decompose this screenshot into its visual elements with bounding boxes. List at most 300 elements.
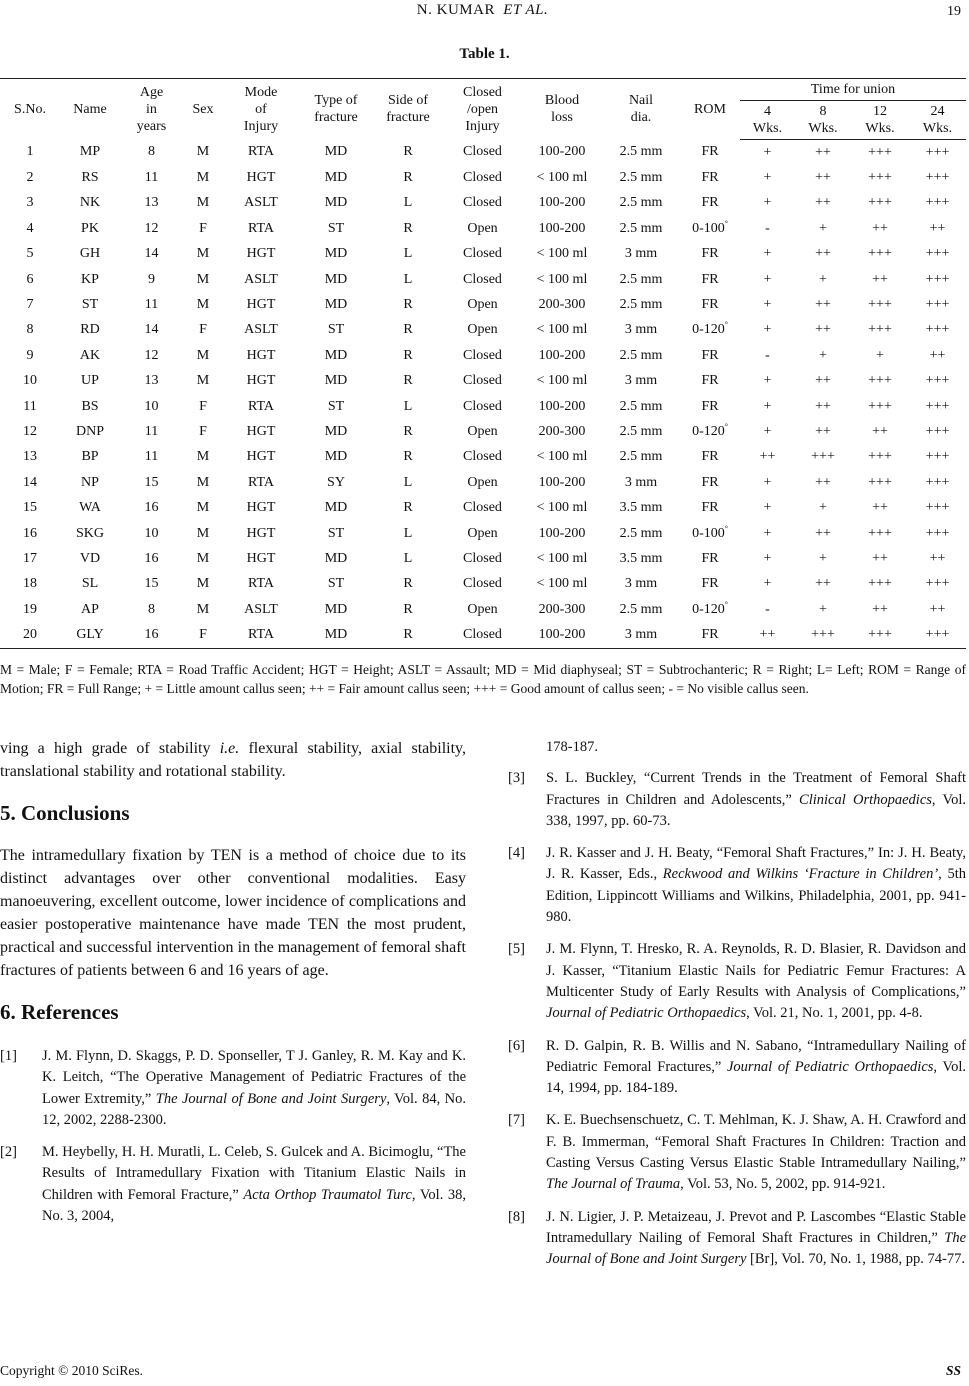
cell-name: ST [81, 297, 99, 313]
cell-w8: + [819, 220, 827, 236]
cell-w12: ++ [872, 601, 888, 617]
table-row [0, 622, 966, 648]
cell-nail: 3 mm [624, 322, 658, 338]
cell-age: 15 [144, 576, 159, 592]
cell-age: 14 [144, 246, 159, 262]
cell-name: WA [79, 500, 101, 516]
cell-age: 11 [144, 423, 159, 439]
reference-item: [8] J. N. Ligier, J. P. Metaizeau, J. Prevot and P. Lascombes “Elastic Stable Intramedullary Nailing of Femoral Shaft Fractures in Children,” The Journal of Bone and Joint Surgery [Br], Vol. 70, No. 1, 1988, pp. 74-77. [508, 1208, 966, 1268]
header-nail-dia: Nail dia. [602, 79, 680, 140]
cell-w24: +++ [925, 398, 950, 414]
cell-w24: ++ [929, 220, 946, 236]
cell-w12: +++ [868, 525, 892, 541]
cell-mode: ASLT [244, 271, 278, 287]
cell-w8: ++ [815, 474, 831, 490]
cell-w12: ++ [872, 220, 888, 236]
cell-w12: ++ [872, 500, 888, 516]
cell-side: L [403, 398, 413, 414]
cell-age: 11 [144, 297, 159, 313]
cell-name: NK [79, 195, 101, 211]
cell-w12: +++ [868, 398, 892, 414]
cell-sno: 15 [23, 500, 37, 516]
cell-sex: M [196, 474, 210, 490]
cell-name: AP [81, 601, 99, 617]
cell-w4: + [763, 373, 772, 389]
cell-sex: M [196, 449, 210, 465]
cell-age: 13 [144, 195, 159, 211]
right-column [508, 737, 966, 1282]
cell-age: 15 [144, 474, 159, 490]
cell-closed: Closed [463, 576, 502, 592]
cell-type: MD [324, 423, 348, 439]
cell-blood: 100-200 [538, 195, 586, 211]
reference-item: [1] J. M. Flynn, D. Skaggs, P. D. Sponseller, T J. Ganley, R. M. Kay and K. K. Leitch, “The Operative Management of Pediatric Fractures of the Lower Extremity,” The Journal of Bone and Joint Surgery, Vol. 84, No. 12, 2002, 2288-2300. [0, 1048, 467, 1128]
header-mode: Mode of Injury [223, 79, 299, 140]
header-sex: Sex [183, 79, 223, 140]
cell-sex: M [196, 144, 210, 160]
cell-mode: HGT [246, 423, 276, 439]
intro-paragraph: ving a high grade of stability i.e. flexural stability, axial stability, translational stability and rotational stability. [0, 740, 467, 780]
table-row [0, 292, 966, 317]
cell-w4: - [765, 220, 770, 236]
cell-sno: 18 [23, 576, 37, 592]
cell-w12: +++ [868, 449, 892, 465]
table-caption: Table 1. [459, 46, 510, 62]
cell-blood: < 100 ml [536, 373, 588, 389]
cell-blood: < 100 ml [536, 449, 588, 465]
cell-sex: M [196, 576, 210, 592]
cell-sex: M [196, 500, 210, 516]
cell-blood: < 100 ml [536, 550, 588, 566]
cell-blood: < 100 ml [536, 322, 588, 338]
cell-w8: ++ [815, 246, 831, 262]
cell-nail: 2.5 mm [619, 297, 663, 313]
cell-rom: FR [701, 246, 719, 262]
journal-abbr: SS [945, 1363, 961, 1378]
cell-w12: +++ [868, 144, 892, 160]
cell-type: MD [324, 195, 348, 211]
reference-item: [4] J. R. Kasser and J. H. Beaty, “Femoral Shaft Fractures,” In: J. H. Beaty, J. R. Kasser, Eds., Reckwood and Wilkins ‘Fracture in Children’, 5th Edition, Lippincott Williams and Wilkins, Philadelphia, 2001, pp. 941-980. [508, 845, 966, 926]
table-row [0, 369, 966, 394]
cell-rom: FR [680, 622, 740, 648]
cell-rom: FR [701, 449, 719, 465]
cell-side: L [403, 525, 413, 541]
cell-side: R [403, 576, 413, 592]
cell-blood: 100-200 [538, 220, 586, 236]
cell-age: 11 [144, 449, 159, 465]
cell-mode: HGT [246, 170, 276, 186]
cell-side: R [373, 622, 443, 648]
cell-closed: Open [467, 220, 498, 236]
cell-closed: Open [467, 322, 498, 338]
cell-side: R [403, 423, 413, 439]
cell-w12: +++ [868, 297, 892, 313]
cell-age: 9 [148, 271, 155, 287]
cell-rom: FR [701, 195, 719, 211]
cell-nail: 3 mm [624, 576, 658, 592]
cell-blood: 100-200 [538, 525, 586, 541]
running-header [0, 2, 969, 19]
cell-name: KP [81, 271, 99, 287]
cell-side: R [403, 144, 413, 160]
header-name: Name [60, 79, 120, 140]
cell-name: DNP [75, 423, 104, 439]
cell-w24: +++ [925, 449, 950, 465]
cell-sno: 13 [23, 449, 37, 465]
cell-side: L [403, 474, 413, 490]
cell-nail: 2.5 mm [619, 170, 663, 186]
cell-w8: ++ [815, 297, 831, 313]
cell-blood: 200-300 [538, 423, 586, 439]
cell-type: MD [324, 170, 348, 186]
cell-w24: +++ [909, 622, 966, 648]
cell-rom: FR [701, 297, 719, 313]
cell-side: R [403, 347, 413, 363]
cell-w12: +++ [851, 622, 909, 648]
cell-closed: Closed [463, 144, 502, 160]
cell-w4: + [763, 271, 772, 287]
cell-w24: +++ [925, 271, 950, 287]
cell-sno: 9 [26, 347, 34, 363]
cell-sno: 17 [23, 550, 37, 566]
header-4-wks: 4 Wks. [740, 101, 795, 140]
table-row [0, 318, 966, 343]
header-type: Type of fracture [299, 79, 373, 140]
cell-closed: Open [467, 297, 498, 313]
cell-closed: Closed [463, 246, 502, 262]
cell-sex: F [199, 322, 207, 338]
cell-w4: - [765, 347, 770, 363]
cell-age: 13 [144, 373, 159, 389]
cell-sex: M [196, 170, 210, 186]
cell-nail: 2.5 mm [619, 220, 663, 236]
cell-sno: 20 [0, 622, 60, 648]
cell-blood: < 100 ml [536, 170, 588, 186]
cell-age: 16 [120, 622, 183, 648]
cell-w12: +++ [868, 474, 892, 490]
cell-age: 14 [144, 322, 159, 338]
cell-age: 8 [148, 601, 155, 617]
references-right [508, 768, 966, 1270]
cell-rom: FR [701, 500, 719, 516]
cell-name: AK [79, 347, 101, 363]
cell-nail: 3 mm [602, 622, 680, 648]
cell-w12: + [876, 347, 884, 363]
cell-rom: FR [701, 271, 719, 287]
table-row [0, 572, 966, 597]
cell-w24: +++ [925, 144, 950, 160]
cell-name: GH [79, 246, 101, 262]
header-time-for-union: Time for union [740, 79, 966, 101]
cell-w4: + [763, 525, 772, 541]
table-row [0, 165, 966, 190]
cell-side: L [403, 246, 413, 262]
cell-w4: ++ [740, 622, 795, 648]
cell-blood: 100-200 [538, 347, 586, 363]
cell-w24: +++ [925, 195, 950, 211]
header-blood-loss: Blood loss [522, 79, 602, 140]
cell-name: BS [81, 398, 99, 414]
table-row [0, 267, 966, 292]
cell-w4: + [763, 246, 772, 262]
table-row [0, 521, 966, 546]
cell-sno: 6 [26, 271, 34, 287]
cell-age: 12 [144, 347, 159, 363]
references-left [0, 1046, 466, 1227]
cell-side: L [403, 195, 413, 211]
cell-w4: + [763, 144, 772, 160]
running-etal: ET AL. [503, 2, 549, 18]
cell-age: 11 [144, 170, 159, 186]
table-row [0, 597, 966, 622]
table-row [0, 394, 966, 419]
reference-item: [2] M. Heybelly, H. H. Muratli, L. Celeb, S. Gulcek and A. Bicimoglu, “The Results of Intramedullary Fixation with Titanium Elastic Nails in Children with Femoral Fracture,” Acta Orthop Traumatol Turc, Vol. 38, No. 3, 2004, [0, 1144, 466, 1225]
cell-type: MD [324, 347, 348, 363]
cell-closed: Closed [463, 373, 502, 389]
table-row [0, 470, 966, 495]
cell-w12: +++ [868, 170, 892, 186]
cell-sex: M [196, 601, 210, 617]
cell-w4: + [763, 297, 772, 313]
cell-closed: Open [467, 423, 498, 439]
table-row [0, 495, 966, 520]
cell-w12: +++ [868, 576, 892, 592]
reference-item: [3] S. L. Buckley, “Current Trends in the Treatment of Femoral Shaft Fractures in Children and Adolescents,” Clinical Orthopaedics, Vol. 338, 1997, pp. 60-73. [508, 770, 966, 829]
cell-sno: 11 [23, 398, 37, 414]
cell-w8: + [819, 347, 827, 363]
cell-closed: Open [467, 525, 498, 541]
cell-name: VD [79, 550, 101, 566]
cell-sex: F [199, 423, 207, 439]
header-24-wks: 24 Wks. [909, 101, 966, 140]
cell-mode: HGT [246, 297, 276, 313]
cell-w4: + [763, 398, 772, 414]
cell-type: ST [327, 398, 345, 414]
cell-w24: +++ [925, 576, 950, 592]
table-row [0, 419, 966, 444]
cell-nail: 3 mm [624, 373, 658, 389]
cell-closed: Open [467, 601, 498, 617]
table-row [0, 242, 966, 267]
cell-type: MD [324, 297, 348, 313]
cell-w24: +++ [925, 525, 950, 541]
cell-sex: M [196, 550, 210, 566]
cell-nail: 2.5 mm [619, 347, 663, 363]
cell-sno: 19 [23, 601, 37, 617]
cell-age: 12 [144, 220, 159, 236]
cell-w24: ++ [929, 347, 946, 363]
cell-rom: FR [701, 550, 719, 566]
cell-side: R [403, 601, 413, 617]
cell-sno: 5 [26, 246, 34, 262]
cell-nail: 3 mm [624, 246, 658, 262]
cell-mode: HGT [246, 347, 276, 363]
cell-w24: +++ [925, 500, 950, 516]
cell-rom: 0-100° [692, 523, 728, 541]
cell-w8: +++ [811, 449, 835, 465]
cell-side: R [403, 170, 413, 186]
cell-name: NP [81, 474, 99, 490]
cell-rom: FR [701, 576, 719, 592]
cell-sex: F [183, 622, 223, 648]
cell-w4: + [763, 195, 772, 211]
cell-rom: FR [701, 474, 719, 490]
cell-closed: Closed [443, 622, 522, 648]
conclusions-heading: 5. Conclusions [0, 801, 130, 825]
cell-name: SL [81, 576, 99, 592]
cell-rom: 0-120° [692, 599, 728, 617]
cell-type: MD [299, 622, 373, 648]
header-side: Side of fracture [373, 79, 443, 140]
cell-closed: Open [467, 474, 498, 490]
cell-w8: ++ [815, 398, 831, 414]
cell-w8: ++ [815, 576, 831, 592]
cell-type: ST [327, 576, 345, 592]
header-12-wks: 12 Wks. [851, 101, 909, 140]
reference-continuation: 178-187. [546, 739, 598, 755]
cell-name: PK [81, 220, 99, 236]
cell-type: MD [324, 550, 348, 566]
cell-sex: M [196, 195, 210, 211]
page-number: 19 [947, 4, 961, 19]
cell-w4: + [763, 550, 772, 566]
cell-mode: ASLT [244, 322, 278, 338]
cell-w8: ++ [815, 373, 831, 389]
cell-w12: +++ [868, 246, 892, 262]
cell-side: R [403, 449, 413, 465]
cell-type: MD [324, 373, 348, 389]
cell-mode: HGT [246, 449, 276, 465]
cell-mode: ASLT [244, 195, 278, 211]
cell-w12: ++ [872, 423, 888, 439]
cell-mode: HGT [246, 525, 276, 541]
cell-nail: 3.5 mm [619, 550, 663, 566]
cell-nail: 2.5 mm [619, 195, 663, 211]
cell-sno: 2 [26, 170, 34, 186]
cell-w4: + [763, 474, 772, 490]
cell-w8: ++ [815, 322, 831, 338]
cell-name: SKG [75, 525, 104, 541]
cell-w4: ++ [759, 449, 776, 465]
conclusions-paragraph: The intramedullary fixation by TEN is a method of choice due to its distinct advantages over other conventional modalities. Easy manoeuvering, excellent outcome, lower incidence of complications and easier postoperative maintenance have made TEN the most prudent, practical and successful intervention in the management of femoral shaft fractures of patients between 6 and 16 years of age. [0, 847, 466, 979]
cell-sno: 4 [26, 220, 34, 236]
cell-age: 10 [144, 398, 159, 414]
table-row [0, 140, 966, 166]
cell-type: MD [324, 449, 348, 465]
header-sno: S.No. [0, 79, 60, 140]
table-row [0, 445, 966, 470]
header-rom: ROM [680, 79, 740, 140]
cell-type: MD [324, 144, 348, 160]
cell-side: R [403, 500, 413, 516]
cell-w4: + [763, 500, 772, 516]
cell-sex: M [196, 373, 210, 389]
table-row [0, 343, 966, 368]
cell-sex: F [199, 220, 207, 236]
cell-blood: 100-200 [538, 398, 586, 414]
header-age: Age in years [120, 79, 183, 140]
running-author: N. KUMAR [416, 2, 495, 18]
cell-w24: +++ [925, 423, 950, 439]
cell-closed: Closed [463, 500, 502, 516]
cell-w8: + [819, 550, 827, 566]
cell-side: R [403, 220, 413, 236]
cell-w8: ++ [815, 525, 831, 541]
cell-sno: 3 [26, 195, 34, 211]
cell-closed: Closed [463, 170, 502, 186]
cell-mode: RTA [247, 576, 275, 592]
cell-nail: 2.5 mm [619, 271, 663, 287]
cell-name: RD [80, 322, 100, 338]
table-row [0, 546, 966, 571]
cell-w8: + [819, 271, 827, 287]
cell-nail: 2.5 mm [619, 601, 663, 617]
cell-w4: + [763, 576, 772, 592]
cell-w12: ++ [872, 271, 888, 287]
cell-nail: 2.5 mm [619, 525, 663, 541]
cell-name: GLY [60, 622, 120, 648]
cell-w24: +++ [925, 373, 950, 389]
cell-closed: Closed [463, 550, 502, 566]
cell-mode: HGT [246, 550, 276, 566]
cell-age: 8 [148, 144, 155, 160]
cell-closed: Closed [463, 195, 502, 211]
table-abbreviations: M = Male; F = Female; RTA = Road Traffic Accident; HGT = Height; ASLT = Assault; MD = Mid diaphyseal; ST = Subtrochanteric; R = Right; L= Left; ROM = Range of Motion; FR = Full Range; + = Little amount callus seen; ++ = Fair amount callus seen; +++ = Good amount of callus seen; - = No visible callus seen. [0, 662, 966, 696]
cell-w12: +++ [868, 195, 892, 211]
cell-rom: FR [701, 373, 719, 389]
cell-age: 10 [144, 525, 159, 541]
cell-sex: F [199, 398, 207, 414]
copyright: Copyright © 2010 SciRes. [0, 1363, 144, 1378]
cell-w8: ++ [815, 195, 831, 211]
cell-mode: ASLT [244, 601, 278, 617]
cell-blood: < 100 ml [536, 271, 588, 287]
cell-blood: 100-200 [538, 144, 586, 160]
cell-blood: < 100 ml [536, 246, 588, 262]
cell-type: MD [324, 601, 348, 617]
cell-rom: FR [701, 347, 719, 363]
cell-mode: RTA [247, 220, 275, 236]
cell-type: MD [324, 246, 348, 262]
left-column [0, 737, 466, 1227]
cell-rom: FR [701, 170, 719, 186]
cell-name: BP [81, 449, 99, 465]
cell-blood: < 100 ml [536, 500, 588, 516]
cell-w4: + [763, 423, 772, 439]
cell-type: MD [324, 271, 348, 287]
cell-w8: + [819, 500, 827, 516]
cell-blood: 100-200 [522, 622, 602, 648]
header-closed-open: Closed /open Injury [443, 79, 522, 140]
cell-side: R [403, 322, 413, 338]
cell-type: SY [327, 474, 345, 490]
cell-w8: + [819, 601, 827, 617]
cell-nail: 3 mm [624, 474, 658, 490]
reference-item: [5] J. M. Flynn, T. Hresko, R. A. Reynolds, R. D. Blasier, R. Davidson and J. Kasser, “Titanium Elastic Nails for Pediatric Femur Fractures: A Multicenter Study of Early Results with Analysis of Complications,” Journal of Pediatric Orthopaedics, Vol. 21, No. 1, 2001, pp. 4-8. [508, 941, 966, 1022]
cell-w24: +++ [925, 322, 950, 338]
cell-blood: < 100 ml [536, 576, 588, 592]
table-row [0, 216, 966, 241]
cell-type: MD [324, 500, 348, 516]
cell-side: L [403, 550, 413, 566]
cell-sex: M [196, 347, 210, 363]
cell-sno: 12 [23, 423, 37, 439]
cell-w8: ++ [815, 170, 831, 186]
cell-mode: RTA [247, 144, 275, 160]
cell-closed: Closed [463, 271, 502, 287]
cell-closed: Closed [463, 449, 502, 465]
cell-name: RS [81, 170, 99, 186]
